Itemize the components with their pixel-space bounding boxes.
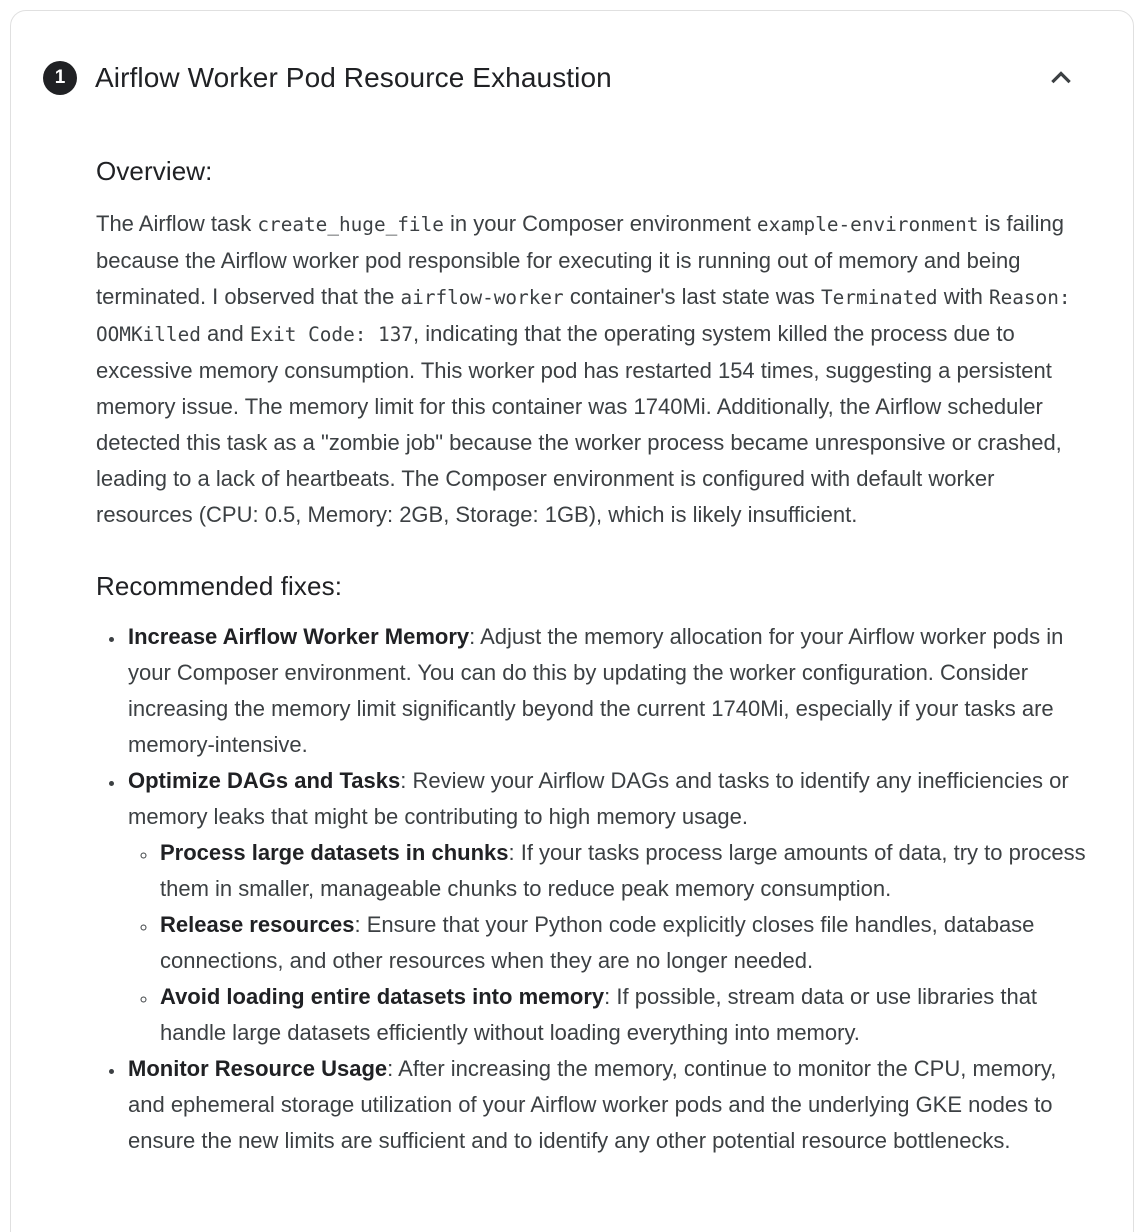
fixes-heading: Recommended fixes: [96, 571, 343, 601]
finding-header[interactable] [43, 56, 1101, 100]
text-run: in your Composer environment [443, 211, 757, 236]
text-run: container's last state was [563, 284, 822, 309]
item-bold-lead: Monitor Resource Usage [128, 1056, 388, 1081]
list-item: ◦ Release resources: Ensure that your Python code explicitly closes file handles, database connections, and other resources when they are no longer needed. [158, 907, 1095, 979]
text-run: The Airflow task [96, 211, 258, 236]
finding-title: Airflow Worker Pod Resource Exhaustion [95, 62, 612, 93]
code-run: Exit Code: 137 [249, 323, 414, 346]
code-run: Reason: OOMKilled [96, 286, 1071, 346]
text-run: , indicating that the operating system killed the process due to excessive memory consumption. This worker pod has restarted 154 times, suggesting a persistent memory issue. The memory limit for this container was 1740Mi. Additionally, the Airflow scheduler detected this task as a "zombie job" because the worker process became unresponsive or crashed, leading to a lack of heartbeats. The Composer environment is configured with default worker resources (CPU: 0.5, Memory: 2GB, Storage: 1GB), which is likely insufficient. [96, 321, 1062, 527]
item-bold-lead: Avoid loading entire datasets into memory [160, 984, 605, 1009]
finding-card [10, 10, 1134, 1232]
list-item: ◦ Process large datasets in chunks: If your tasks process large amounts of data, try to process them in smaller, manageable chunks to reduce peak memory consumption. [158, 835, 1095, 907]
list-item: • Optimize DAGs and Tasks: Review your Airflow DAGs and tasks to identify any inefficiencies or memory leaks that might be contributing to high memory usage. ◦ Process large datasets in chunks: If your tasks process large amounts of data, try to process them in smaller, manageable chunks to reduce peak memory consumption. ◦ Release resources: Ensure that your Python code explicitly closes file handles, database connections, and other resources when they are no longer needed. ◦ Avoid loading entire datasets into memory: If possible, stream data or use libraries that handle large datasets efficiently without loading everything into memory. [126, 763, 1095, 1051]
overview-paragraph [96, 206, 1095, 533]
code-run: airflow-worker [400, 286, 564, 309]
code-run: example-environment [756, 213, 979, 236]
code-run: Terminated [821, 286, 938, 309]
finding-content [96, 156, 1095, 1159]
sub-list [128, 835, 1095, 1051]
item-bold-lead: Optimize DAGs and Tasks [128, 768, 401, 793]
fixes-list [96, 619, 1095, 1159]
overview-heading: Overview: [96, 156, 213, 186]
item-bold-lead: Process large datasets in chunks [160, 840, 509, 865]
item-bold-lead: Release resources [160, 912, 355, 937]
list-item: • Increase Airflow Worker Memory: Adjust the memory allocation for your Airflow worker pods in your Composer environment. You can do this by updating the worker configuration. Consider increasing the memory limit significantly beyond the current 1740Mi, especially if your tasks are memory-intensive. [126, 619, 1095, 763]
finding-number-badge: 1 [43, 61, 77, 95]
item-bold-lead: Increase Airflow Worker Memory [128, 624, 470, 649]
list-item: • Monitor Resource Usage: After increasing the memory, continue to monitor the CPU, memory, and ephemeral storage utilization of your Airflow worker pods and the underlying GKE nodes to ensure the new limits are sufficient and to identify any other potential resource bottlenecks. [126, 1051, 1095, 1159]
text-run: is failing because the Airflow worker pod responsible for executing it is running out of memory and being terminated. I observed that the [96, 211, 1064, 309]
list-item: ◦ Avoid loading entire datasets into memory: If possible, stream data or use libraries that handle large datasets efficiently without loading everything into memory. [158, 979, 1095, 1051]
text-run: and [200, 321, 250, 346]
code-run: create_huge_file [257, 213, 444, 236]
chevron-up-icon [1049, 66, 1073, 90]
text-run: with [937, 284, 989, 309]
collapse-button[interactable] [1039, 56, 1083, 100]
